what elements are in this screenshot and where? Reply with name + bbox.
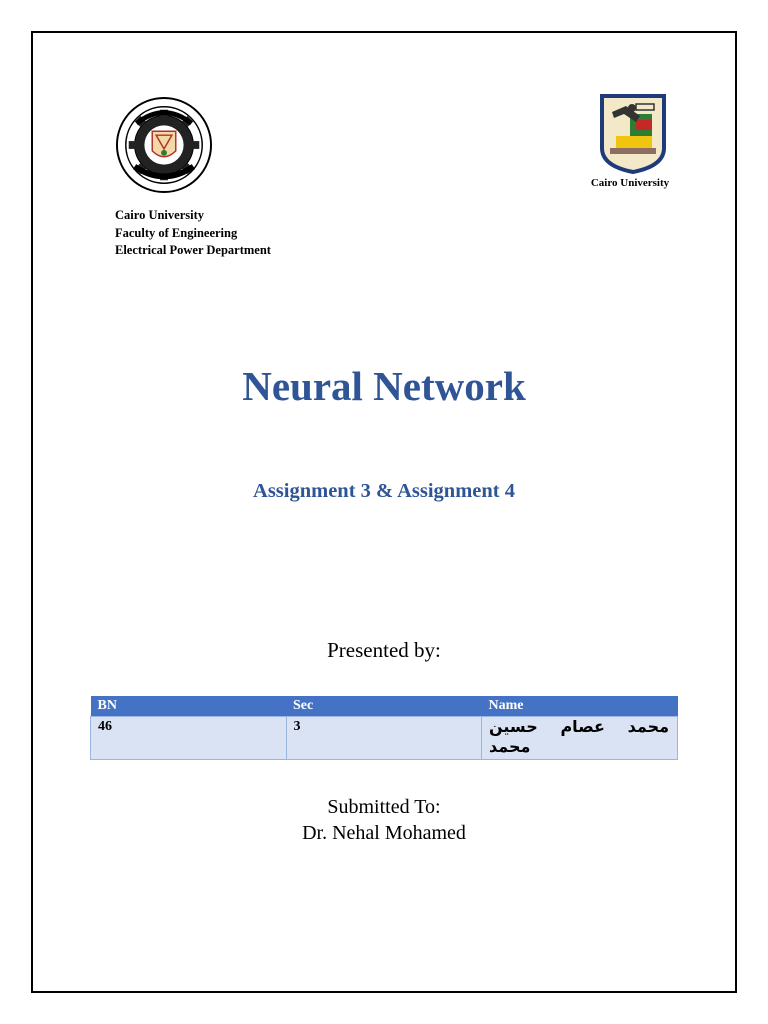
cairo-university-emblem-icon [596,92,670,174]
submitted-block [0,794,768,846]
name-line-2: محمد [489,737,531,756]
document-subtitle: Assignment 3 & Assignment 4 [253,480,515,502]
right-logo-caption: Cairo University [590,177,670,189]
department-name: Electrical Power Department [115,243,271,257]
header-name: Name [482,696,678,717]
students-table [90,696,678,760]
document-title: Neural Network [242,363,526,409]
faculty-name: Faculty of Engineering [115,225,238,240]
table-header-row [91,696,678,717]
cell-bn: 46 [91,717,287,760]
cell-name [482,717,678,760]
presented-by-label: Presented by: [327,638,441,662]
institution-block [115,207,271,260]
university-name: Cairo University [115,208,204,222]
header-sec: Sec [286,696,482,717]
faculty-of-engineering-seal-icon [115,96,213,194]
table-row [91,717,678,760]
submitted-to-label: Submitted To: [327,796,441,818]
header-bn: BN [91,696,287,717]
name-line-1: محمد عصام حسين [489,717,669,736]
cell-sec: 3 [286,717,482,760]
supervisor-name: Dr. Nehal Mohamed [302,822,466,844]
